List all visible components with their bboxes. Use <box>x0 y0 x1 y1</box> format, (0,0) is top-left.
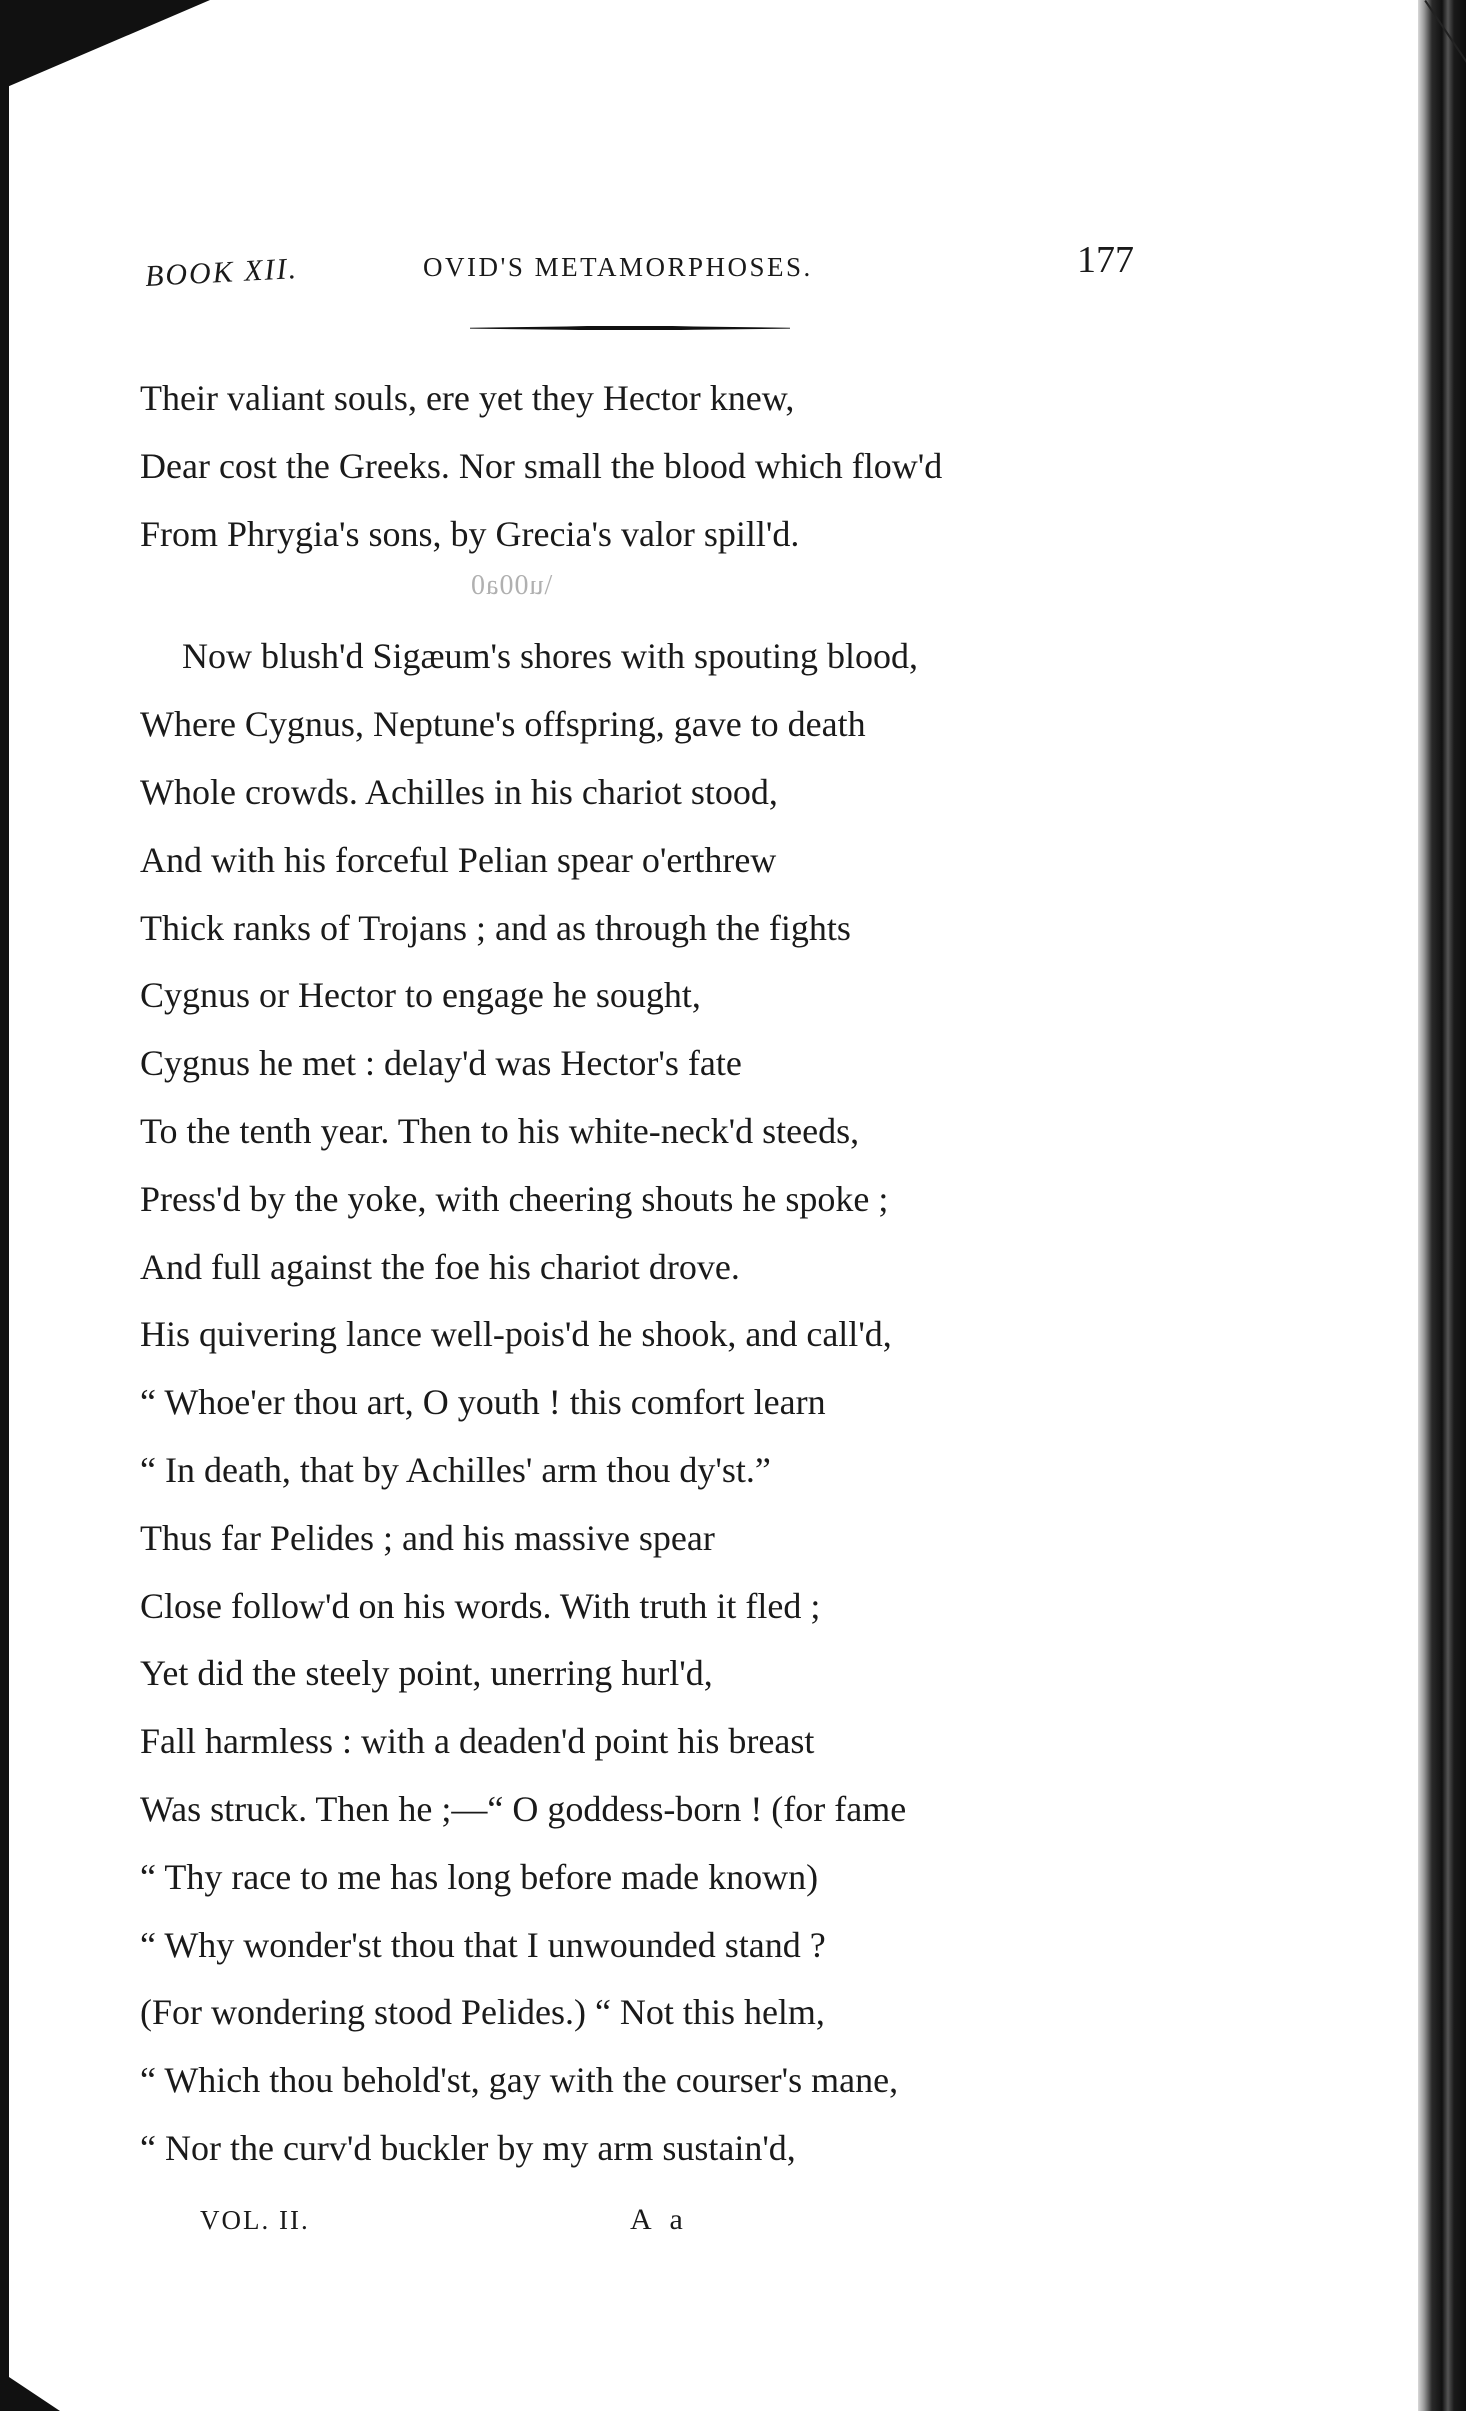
volume-label: VOL. II. <box>200 2205 310 2235</box>
verse-line: Was struck. Then he ;—“ O goddess-born ! (for fame <box>140 1788 907 1829</box>
verse-line: “ Thy race to me has long before made known) <box>140 1856 819 1897</box>
binding-edge <box>1418 0 1466 2411</box>
bottom-corner-shadow <box>0 2371 60 2411</box>
verse-line: Press'd by the yoke, with cheering shouts he spoke ; <box>140 1178 889 1219</box>
page-corner-shadow <box>0 0 210 90</box>
verse-line: Thus far Pelides ; and his massive spear <box>140 1517 715 1558</box>
verse-line: “ Why wonder'st thou that I unwounded stand ? <box>140 1924 826 1965</box>
page-footer <box>200 2205 900 2255</box>
verse-line: And with his forceful Pelian spear o'erthrew <box>140 839 777 880</box>
verse-line: His quivering lance well-pois'd he shook, and call'd, <box>140 1314 892 1355</box>
verse-line: Cygnus he met : delay'd was Hector's fate <box>140 1043 742 1084</box>
verse-line: (For wondering stood Pelides.) “ Not this helm, <box>140 1992 825 2033</box>
verse-line: From Phrygia's sons, by Grecia's valor spill'd. <box>140 513 800 554</box>
verse-line: To the tenth year. Then to his white-neck'd steeds, <box>140 1110 860 1151</box>
running-header <box>145 236 1145 296</box>
verse-line: Dear cost the Greeks. Nor small the blood which flow'd <box>140 445 943 486</box>
left-page-edge <box>0 0 9 2411</box>
verse-line: Yet did the steely point, unerring hurl'd, <box>140 1653 713 1694</box>
verse-line: “ Nor the curv'd buckler by my arm sustain'd, <box>140 2127 796 2168</box>
verse-line: “ Whoe'er thou art, O youth ! this comfort learn <box>140 1382 826 1423</box>
book-label: BOOK XII. <box>144 252 299 293</box>
poem-body <box>140 365 1180 2183</box>
verse-line: Whole crowds. Achilles in his chariot stood, <box>140 771 778 812</box>
verse-line: Where Cygnus, Neptune's offspring, gave to death <box>140 704 866 745</box>
verse-line: Thick ranks of Trojans ; and as through the fights <box>140 907 851 948</box>
show-through-text: \u00a0 <box>470 570 553 601</box>
verse-line: “ Which thou behold'st, gay with the courser's mane, <box>140 2060 899 2101</box>
verse-line: Their valiant souls, ere yet they Hector knew, <box>140 378 795 418</box>
page-number: 177 <box>1077 239 1134 281</box>
verse-line: “ In death, that by Achilles' arm thou dy'st.” <box>140 1449 771 1490</box>
verse-line: And full against the foe his chariot drove. <box>140 1246 740 1287</box>
signature-mark: A a <box>630 2203 689 2236</box>
verse-line: Close follow'd on his words. With truth it fled ; <box>140 1585 821 1626</box>
verse-line: Fall harmless : with a deaden'd point his breast <box>140 1721 815 1762</box>
stanza-break <box>140 568 1180 623</box>
verse-line: Cygnus or Hector to engage he sought, <box>140 975 701 1016</box>
verse-line: Now blush'd Sigæum's shores with spouting blood, <box>182 636 919 677</box>
running-title: OVID'S METAMORPHOSES. <box>423 252 813 282</box>
header-rule <box>470 325 790 331</box>
